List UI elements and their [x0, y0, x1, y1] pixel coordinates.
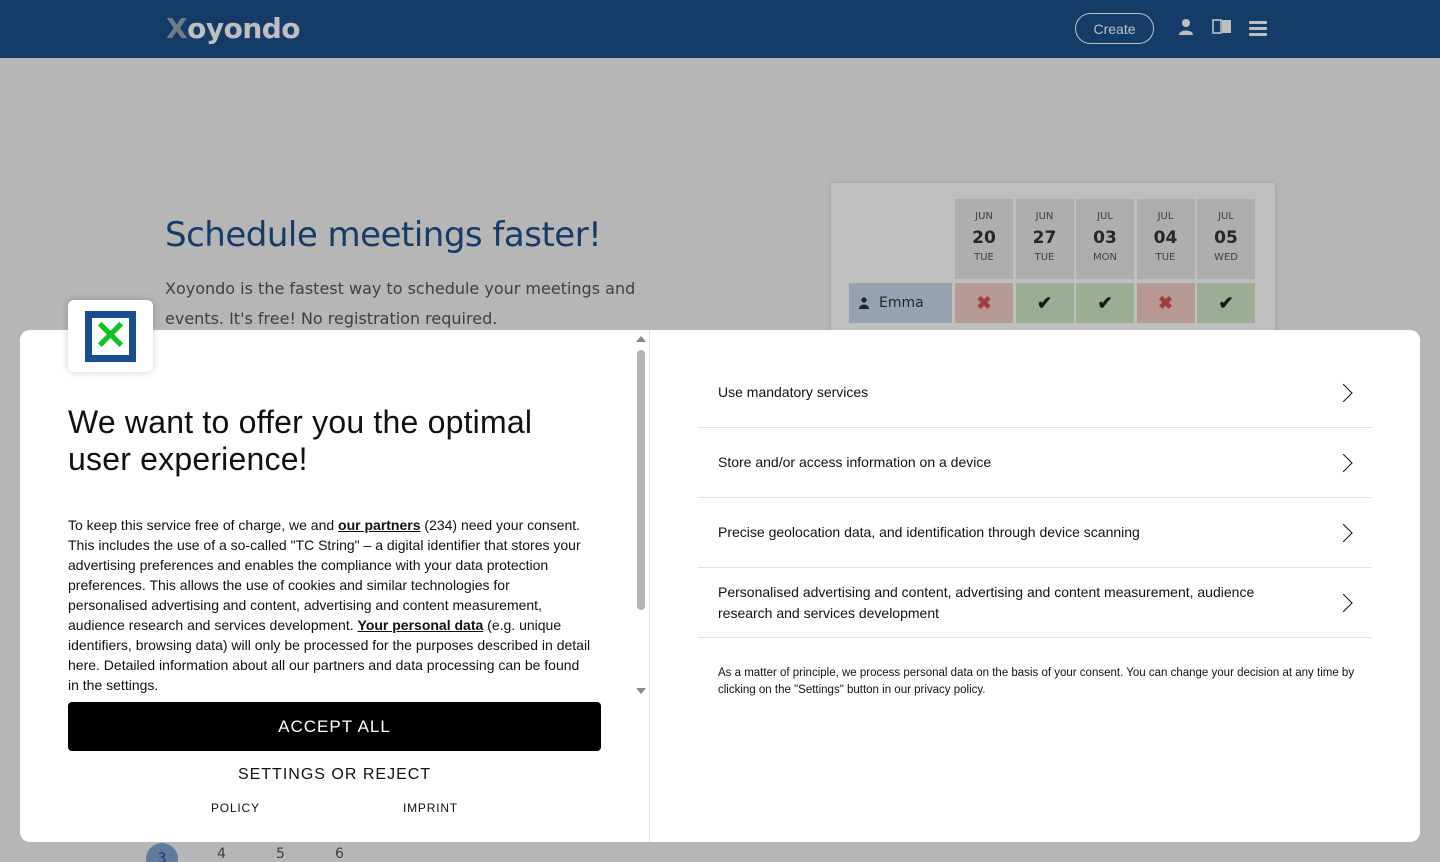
- poll-date-column: JUL 05 WED: [1197, 199, 1255, 279]
- page-number[interactable]: 6: [335, 846, 344, 862]
- check-icon: ✔: [1016, 283, 1074, 323]
- imprint-link[interactable]: IMPRINT: [403, 801, 458, 815]
- consent-note: As a matter of principle, we process personal data on the basis of your consent. You can change your decision at any time by clicking on the "Settings" button in our privacy policy.: [718, 667, 1355, 696]
- accept-all-button[interactable]: ACCEPT ALL: [68, 702, 601, 751]
- scrollbar[interactable]: [634, 334, 648, 700]
- chevron-right-icon: [1334, 383, 1352, 401]
- check-icon: ✔: [1076, 283, 1134, 323]
- consent-body: To keep this service free of charge, we and our partners (234) need your consent. This includes the use of a so-called "TC String" – a digital identifier that stores your advertising preferences and enables the compliance with your data protection preferences. This allows the use of cookies and similar technologies for personalised advertising and content, advertising and content measurement, audience research and services development. Your personal data (e.g. unique identifiers, browsing data) will only be processed for the purposes described in detail here. Detailed information about all our partners and data processing can be found in the settings.: [68, 517, 591, 693]
- participant-row-label: Emma: [849, 283, 952, 323]
- page-number[interactable]: 3: [146, 843, 178, 862]
- create-button[interactable]: Create: [1075, 13, 1154, 44]
- poll-date-column: JUN 20 TUE: [955, 199, 1013, 279]
- purpose-item[interactable]: Precise geolocation data, and identification through device scanning: [698, 498, 1372, 568]
- scroll-up-icon: [636, 336, 646, 342]
- brand-logo: [68, 300, 153, 372]
- chevron-right-icon: [1334, 523, 1352, 541]
- hero-text: Xoyondo is the fastest way to schedule your meetings and events. It's free! No registration required.: [165, 279, 636, 328]
- policy-link[interactable]: POLICY: [211, 801, 260, 815]
- settings-or-reject-button[interactable]: SETTINGS OR REJECT: [237, 766, 432, 783]
- purpose-item[interactable]: Use mandatory services: [698, 358, 1372, 428]
- site-logo[interactable]: Xoyondo: [166, 12, 301, 45]
- cross-icon: ✖: [1137, 283, 1195, 323]
- hero-title: Schedule meetings faster!: [165, 215, 602, 255]
- consent-dialog: [20, 313, 1420, 842]
- x-logo-icon: ✕: [93, 313, 128, 358]
- purpose-item[interactable]: Store and/or access information on a device: [698, 428, 1372, 498]
- poll-date-column: JUN 27 TUE: [1016, 199, 1074, 279]
- check-icon: ✔: [1197, 283, 1255, 323]
- scrollbar-thumb: [637, 350, 645, 610]
- consent-heading: We want to offer you the optimal user experience!: [68, 404, 533, 477]
- cross-icon: ✖: [955, 283, 1013, 323]
- our-partners-link[interactable]: our partners: [338, 517, 421, 533]
- personal-data-link[interactable]: Your personal data: [357, 617, 484, 633]
- chevron-right-icon: [1334, 453, 1352, 471]
- scroll-down-icon: [636, 688, 646, 694]
- purpose-item[interactable]: Personalised advertising and content, advertising and content measurement, audience research and services development: [698, 568, 1372, 638]
- page-number[interactable]: 5: [276, 846, 285, 862]
- poll-date-column: JUL 04 TUE: [1137, 199, 1195, 279]
- page-number[interactable]: 4: [217, 846, 226, 862]
- consent-left-panel: [20, 313, 650, 842]
- chevron-right-icon: [1334, 593, 1352, 611]
- poll-date-column: JUL 03 MON: [1076, 199, 1134, 279]
